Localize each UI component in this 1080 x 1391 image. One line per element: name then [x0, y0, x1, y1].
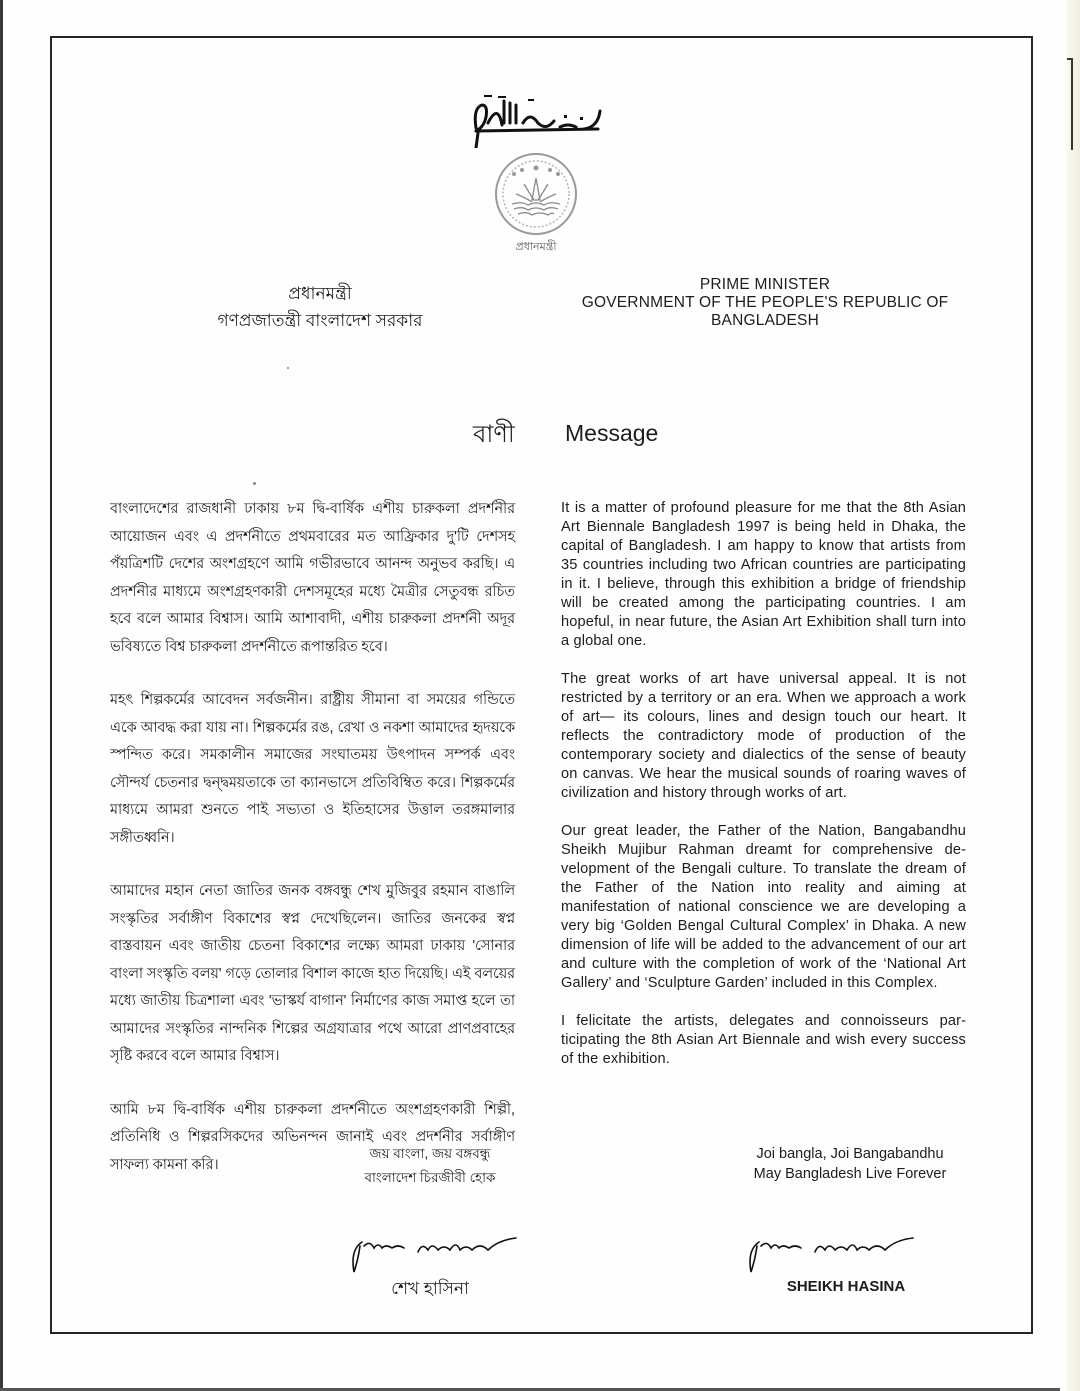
scan-left-edge — [0, 0, 3, 1391]
signatory-bengali: শেখ হাসিনা — [391, 1279, 469, 1298]
closing-english-line1: Joi bangla, Joi Bangabandhu — [756, 1146, 944, 1162]
signature-icon — [745, 1236, 925, 1276]
header-bengali — [170, 280, 470, 334]
header-bengali-government: গণপ্রজাতন্ত্রী বাংলাদেশ সরকার — [217, 311, 423, 330]
closing-english — [715, 1144, 985, 1184]
scan-right-shade — [1066, 0, 1080, 1391]
english-paragraph: I felicitate the artists, delegates and connoisseurs participating the 8th Asian Art Biennale and wish every success of the exhibition. — [561, 1013, 966, 1067]
english-paragraph: It is a matter of profound pleasure for me that the 8th Asian Art Biennale Bangladesh 1997 is being held in Dhaka, the capital of Bangladesh. I am happy to know that artists from 35 countries including two African countries are participating in it. I believe, through this exhibition a bridge of friendship will be created among the participating countries. I am hopeful, in near future, the Asian Art Exhibition shall turn into a global one. — [561, 500, 966, 649]
closing-english-line2: May Bangladesh Live Forever — [753, 1166, 947, 1182]
scan-speck — [253, 482, 256, 485]
scan-speck — [287, 367, 289, 369]
signature-icon — [348, 1236, 528, 1276]
header-english-government: GOVERNMENT OF THE PEOPLE'S REPUBLIC OF — [581, 294, 949, 311]
message-title-english: Message — [565, 420, 659, 446]
svg-text:প্রধানমন্ত্রী: প্রধানমন্ত্রী — [515, 240, 557, 253]
header-english-title: PRIME MINISTER — [699, 276, 831, 293]
header-english-country: BANGLADESH — [711, 312, 819, 329]
header-english — [560, 276, 970, 330]
header-bengali-title: প্রধানমন্ত্রী — [288, 284, 352, 303]
government-seal-icon — [488, 150, 584, 255]
bengali-paragraph: আমাদের মহান নেতা জাতির জনক বঙ্গবন্ধু শেখ মুজিবুর রহমান বাঙালি সংস্কৃতির সর্বাঙ্গীণ বিকাশের স্বপ্ন দেখেছিলেন। জাতির জনকের স্বপ্ন বাস্তবায়ন এবং জাতীয় চেতনা বিকাশের লক্ষ্যে আমরা ঢাকায় 'সোনার বাংলা সংস্কৃতি বলয়' গড়ে তোলার বিশাল কাজে হাত দিয়েছি। এই বলয়ের মধ্যে জাতীয় চিত্রশালা এবং 'ভাস্কর্য বাগান' নির্মাণের কাজ সমাপ্ত হলে তা আমাদের সংস্কৃতির নান্দনিক শিল্পের অগ্রযাত্রার পথে আরো প্রাণপ্রবাহের সৃষ্টি করবে বলে আমার বিশ্বাস। — [110, 883, 515, 1064]
english-paragraph: Our great leader, the Father of the Nation, Bangabandhu Sheikh Mujibur Rahman dreamt for comprehensive development of the Bengali culture. To translate the dream of the Father of the Nation into reality and aiming at manifestation of national conscience we are developing a very big ‘Golden Bengal Cultural Complex’ in Dhaka. A new dimension of life will be added to the advancement of our art and culture with the completion of work of the ‘National Art Gallery’ and ‘Sculpture Garden’ included in this Complex. — [561, 823, 966, 991]
bismillah-calligraphy-icon — [468, 93, 608, 148]
closing-bengali-line2: বাংলাদেশ চিরজীবী হোক — [364, 1170, 496, 1185]
closing-bengali-line1: জয় বাংলা, জয় বঙ্গবন্ধু — [369, 1146, 491, 1161]
closing-bengali — [335, 1142, 525, 1190]
message-title-bengali: বাণী — [473, 421, 515, 448]
english-message-body — [561, 499, 966, 1069]
bengali-paragraph: মহৎ শিল্পকর্মের আবেদন সর্বজনীন। রাষ্ট্রীয় সীমানা বা সময়ের গন্ডিতে একে আবদ্ধ করা যায় না। শিল্পকর্মের রঙ, রেখা ও নকশা আমাদের হৃদয়কে স্পন্দিত করে। সমকালীন সমাজের সংঘাতময় উৎপাদন সম্পর্ক এবং সৌন্দর্য চেতনার দ্বন্দ্বময়তাকে তা ক্যানভাসে প্রতিবিম্বিত করে। শিল্পকর্মের মাধ্যমে আমরা শুনতে পাই সভ্যতা ও ইতিহাসের উত্তাল তরঙ্গমালার সঙ্গীতধ্বনি। — [110, 692, 515, 846]
english-paragraph: The great works of art have universal appeal. It is not restricted by a territory or an era. When we approach a work of art— its colours, lines and design touch our heart. It reflects the contradictory mode of production of the contemporary society and dialectics of the sense of beauty on canvas. We hear the musical sounds of roaring waves of civilization and history through works of art. — [561, 671, 966, 801]
bengali-paragraph: বাংলাদেশের রাজধানী ঢাকায় ৮ম দ্বি-বার্ষিক এশীয় চারুকলা প্রদর্শনীর আয়োজন এবং এ প্রদর্শনীতে প্রথমবারের মত আফ্রিকার দু'টি দেশসহ পঁয়ত্রিশটি দেশের অংশগ্রহণে আমি গভীরভাবে আনন্দ অনুভব করছি। এ প্রদর্শনীর মাধ্যমে অংশগ্রহণকারী দেশসমূহের মধ্যে মৈত্রীর সেতুবন্ধ রচিত হবে বলে আমার বিশ্বাস। আমি আশাবাদী, এশীয় চারুকলা প্রদর্শনী অদূর ভবিষ্যতে বিশ্ব চারুকলা প্রদর্শনীতে রূপান্তরিত হবে। — [110, 501, 515, 655]
signatory-english: SHEIKH HASINA — [786, 1278, 906, 1295]
bengali-message-body — [110, 496, 515, 1179]
scan-right-mark — [1067, 58, 1073, 150]
bengali-paragraph: আমি ৮ম দ্বি-বার্ষিক এশীয় চারুকলা প্রদর্শনীতে অংশগ্রহণকারী শিল্পী, প্রতিনিধি ও শিল্পরসিকদের অভিনন্দন জানাই এবং প্রদর্শনীর সর্বাঙ্গীণ সাফল্য কামনা করি। — [110, 1101, 515, 1173]
